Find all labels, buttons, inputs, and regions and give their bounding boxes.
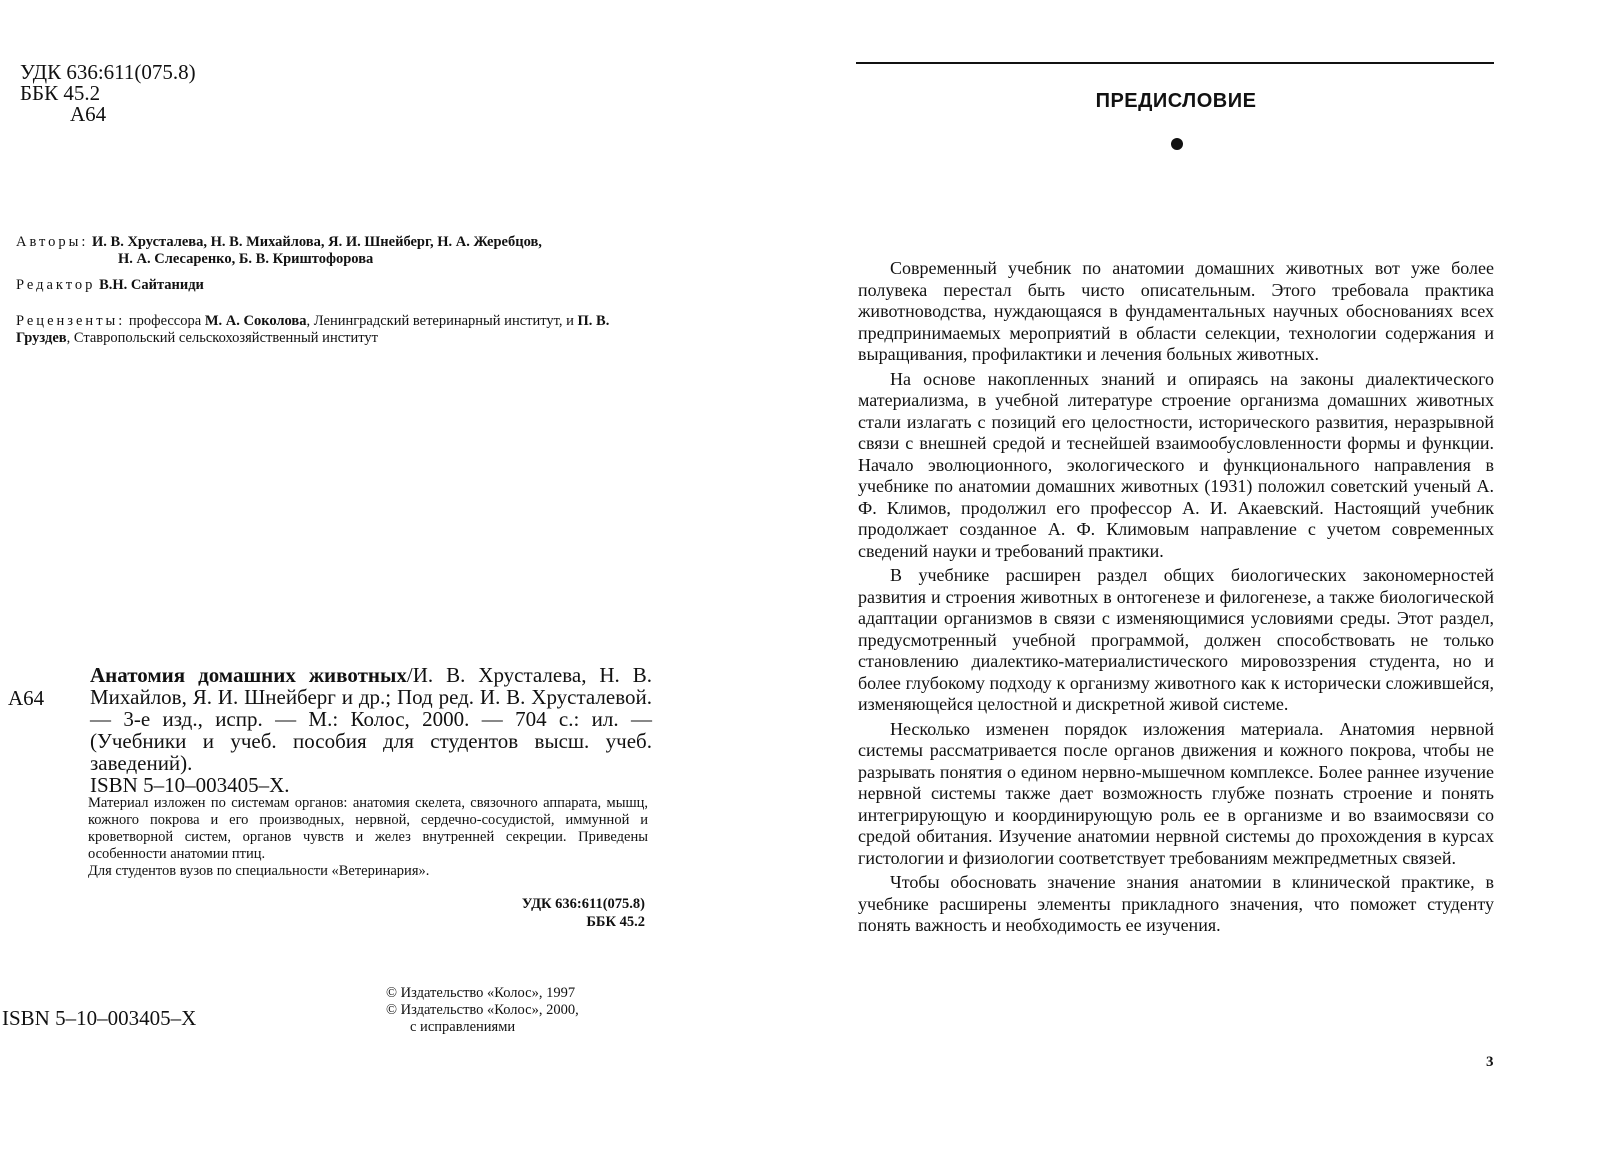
reviewer-name-2: П. В. Груздев [16,313,610,346]
authors-label: Авторы: [16,234,89,250]
abstract-block [88,795,648,880]
udk-bottom-block [480,895,645,931]
preface-paragraph-4: Несколько изменен порядок изложения материала. Анатомия нервной системы рассматривается после органов движения и кожного покрова, чтобы не разрывать понятия о едином нервно-мышечном комплексе. Более раннее изучение нервной системы также дает возможность глубже познать строение и понять интегрирующую и координирующую роль ее в организме и во взаимосвязи со средой обитания. Изучение анатомии нервной системы до прохождения в курсах гистологии и физиологии соответствует требованиям межпредметных связей. [858,718,1494,868]
biblio-description: /И. В. Хрусталева, Н. В. Михайлов, Я. И. Шнейберг и др.; Под ред. И. В. Хрусталевой. — 3-е изд., испр. — М.: Колос, 2000. — 704 с.: ил. — (Учебники и учеб. пособия для студентов высш. учеб. заведений). [90,663,652,775]
editor-block [16,277,666,294]
reviewers-text-b: , Ленинградский ветеринарный институт, и [306,313,574,329]
udk-bottom-code: УДК 636:611(075.8) [521,896,645,912]
preface-paragraph-1: Современный учебник по анатомии домашних животных вот уже более полувека перестал быть чисто описательным. Этого требовала практика животноводства, нуждающаяся в фундаментальных научных обоснованиях всех предпринимаемых мероприятий в области селекции, технологии содержания и выращивания, профилактики и лечения больных животных. [858,258,1494,364]
reviewers-text-c: , Ставропольский сельскохозяйственный институт [66,330,378,346]
bibliographic-record [62,664,652,796]
reviewer-name-1: М. А. Соколова [204,313,307,329]
abstract-text: Материал изложен по системам органов: анатомия скелета, связочного аппарата, мышц, кожного покрова и его производных, нервной, сердечно-сосудистой, иммунной и кроветворной систем, органов чувств и желез внутренней секреции. Приведены особенности анатомии птиц. [88,795,648,862]
biblio-isbn: ISBN 5–10–003405–X. [90,773,290,797]
copyright-line-1: © Издательство «Колос», 1997 [386,985,576,1001]
authors-names-line1: И. В. Хрусталева, Н. В. Михайлова, Я. И. Шнейберг, Н. А. Жеребцов, [92,234,542,250]
copyright-block [386,985,579,1036]
bbk-code: ББК 45.2 [20,81,101,105]
copyright-line-3: с исправлениями [410,1019,516,1035]
reviewers-text-a: профессора [128,313,202,329]
reviewers-block [16,313,666,347]
abstract-audience: Для студентов вузов по специальности «Ветеринария». [88,863,430,879]
bullet-ornament-icon [1171,138,1183,150]
editor-name: В.Н. Сайтаниди [99,277,204,293]
copyright-line-2: © Издательство «Колос», 2000, [386,1002,579,1018]
editor-label: Редактор [16,277,96,293]
preface-body [858,258,1494,940]
preface-paragraph-2: На основе накопленных знаний и опираясь на законы диалектического материализма, в учебной литературе строение организма домашних животных стали излагать с позиций его целостности, исторического развития, неразрывной связи с внешней средой и теснейшей взаимообусловленности формы и функции. Начало эволюционного, экологического и функционального направления в учебнике по анатомии домашних животных (1931) положил советский ученый А. Ф. Климов, продолжил его профессор А. И. Акаевский. Настоящий учебник продолжает созданное А. Ф. Климовым направление с учетом современных сведений науки и требований практики. [858,368,1494,561]
preface-paragraph-3: В учебнике расширен раздел общих биологических закономерностей развития и строения животных в онтогенезе и филогенезе, а также биологической адаптации организмов в связи с изменяющимися условиями среды. Этот раздел, предусмотренный учебной программой, должен способствовать не только становлению диалектико-материалистического мировоззрения студента, но и более глубокому подходу к организму животного как к исторически сложившейся, изменяющейся целостной и дискретной живой системе. [858,565,1494,714]
biblio-author-mark: А64 [8,686,45,710]
preface-paragraph-5: Чтобы обосновать значение знания анатомии в клинической практике, в учебнике расширены элементы прикладного значения, что поможет студенту понять важность и необходимость ее изучения. [858,872,1494,935]
reviewers-label: Рецензенты: [16,313,126,329]
preface-heading: ПРЕДИСЛОВИЕ [1095,90,1257,112]
udk-code: УДК 636:611(075.8) [20,60,196,84]
authors-block [16,234,666,268]
author-mark-code: А64 [70,102,107,126]
isbn-bottom: ISBN 5–10–003405–X [2,1006,197,1030]
top-rule-divider [856,62,1494,64]
authors-names-line2: Н. А. Слесаренко, Б. В. Криштофорова [118,251,374,267]
bbk-bottom-code: ББК 45.2 [586,914,645,930]
page-number: 3 [1486,1054,1494,1070]
udk-header-block [20,62,196,125]
book-title: Анатомия домашних животных [90,663,407,687]
